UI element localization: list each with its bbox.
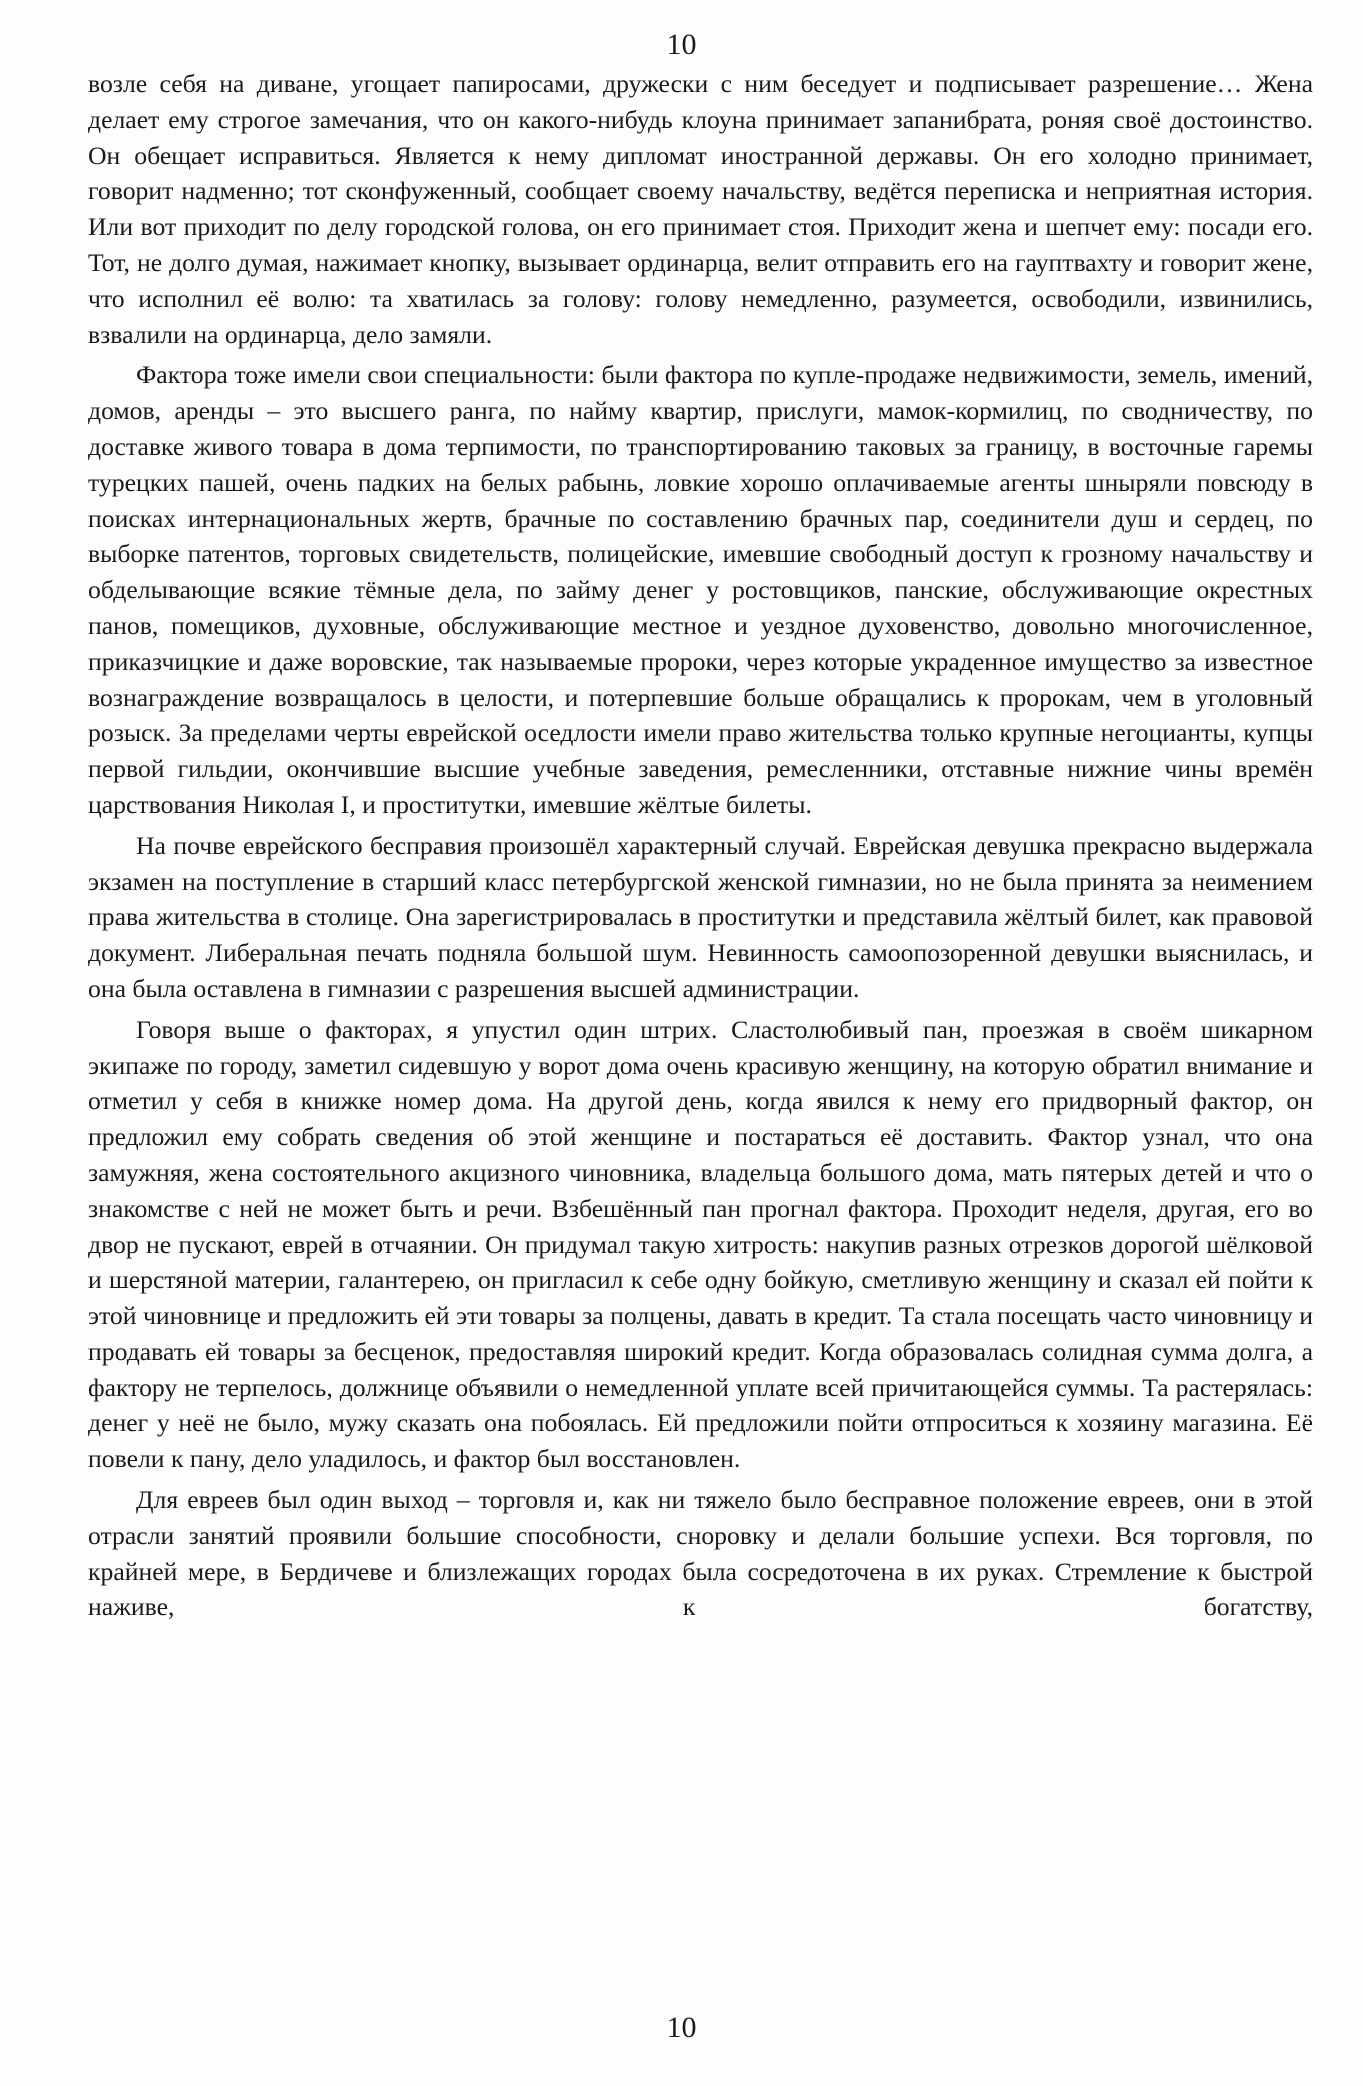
body-text — [88, 66, 1313, 1630]
paragraph-5: Для евреев был один выход – торговля и, как ни тяжело было бесправное положение евреев, они в этой отрасли занятий проявили большие способности, сноровку и делали большие успехи. Вся торговля, по крайней мере, в Бердичеве и близлежащих городах была сосредоточена в их руках. Стремление к быстрой наживе, к богатству, — [88, 1485, 1313, 1622]
page-number-top: 10 — [666, 28, 697, 61]
paragraph-1: возле себя на диване, угощает папиросами, дружески с ним беседует и подписывает разрешение… Жена делает ему строгое замечания, что он какого-нибудь клоуна принимает запанибрата, роняя своё достоинство. Он обещает исправиться. Является к нему дипломат иностранной державы. Он его холодно принимает, говорит надменно; тот сконфуженный, сообщает своему начальству, ведётся переписка и неприятная история. Или вот приходит по делу городской голова, он его принимает стоя. Приходит жена и шепчет ему: посади его. Тот, не долго думая, нажимает кнопку, вызывает ординарца, велит отправить его на гауптвахту и говорит жене, что исполнил её волю: та хватилась за голову: голову немедленно, разумеется, освободили, извинились, взвалили на ординарца, дело замяли. — [88, 69, 1313, 349]
paragraph-3: На почве еврейского бесправия произошёл характерный случай. Еврейская девушка прекрасно выдержала экзамен на поступление в старший класс петербургской женской гимназии, но не была принята за неимением права жительства в столице. Она зарегистрировалась в проститутки и представила жёлтый билет, как правовой документ. Либеральная печать подняла большой шум. Невинность самоопозоренной девушки выяснилась, и она была оставлена в гимназии с разрешения высшей администрации. — [88, 830, 1313, 1003]
paragraph-4: Говоря выше о факторах, я упустил один штрих. Сластолюбивый пан, проезжая в своём шикарном экипаже по городу, заметил сидевшую у ворот дома очень красивую женщину, на которую обратил внимание и отметил у себя в книжке номер дома. На другой день, когда явился к нему его придворный фактор, он предложил ему собрать сведения об этой женщине и постараться её доставить. Фактор узнал, что она замужняя, жена состоятельного акцизного чиновника, владельца большого дома, мать пятерых детей и что о знакомстве с ней не может быть и речи. Взбешённый пан прогнал фактора. Проходит неделя, другая, его во двор не пускают, еврей в отчаянии. Он придумал такую хитрость: накупив разных отрезков дорогой шёлковой и шерстяной материи, галантерею, он пригласил к себе одну бойкую, сметливую женщину и сказал ей пойти к этой чиновнице и предложить ей эти товары за полцены, давать в кредит. Та стала посещать часто чиновницу и продавать ей товары за бесценок, предоставляя широкий кредит. Когда образовалась солидная сумма долга, а фактору не терпелось, должнице объявили о немедленной уплате всей причитающейся суммы. Та растерялась: денег у неё не было, мужу сказать она побоялась. Ей предложили пойти отпроситься к хозяину магазина. Её повели к пану, дело уладилось, и фактор был восстановлен. — [88, 1014, 1313, 1474]
page-number-bottom: 10 — [666, 2011, 697, 2044]
paragraph-2: Фактора тоже имели свои специальности: были фактора по купле-продаже недвижимости, земель, имений, домов, аренды – это высшего ранга, по найму квартир, прислуги, мамок-кормилиц, по сводничеству, по доставке живого товара в дома терпимости, по транспортированию таковых за границу, в восточные гаремы турецких пашей, очень падких на белых рабынь, ловкие хорошо оплачиваемые агенты шныряли повсюду в поисках интернациональных жертв, брачные по составлению брачных пар, соединители душ и сердец, по выборке патентов, торговых свидетельств, полицейские, имевшие свободный доступ к грозному начальству и обделывающие всякие тёмные дела, по займу денег у ростовщиков, панские, обслуживающие окрестных панов, помещиков, духовные, обслуживающие местное и уездное духовенство, довольно многочисленное, приказчицкие и даже воровские, так называемые пророки, через которые украденное имущество за известное вознаграждение возвращалось в целости, и потерпевшие больше обращались к пророкам, чем в уголовный розыск. За пределами черты еврейской оседлости имели право жительства только крупные негоцианты, купцы первой гильдии, окончившие высшие учебные заведения, ремесленники, отставные нижние чины времён царствования Николая I, и проститутки, имевшие жёлтые билеты. — [88, 360, 1313, 819]
